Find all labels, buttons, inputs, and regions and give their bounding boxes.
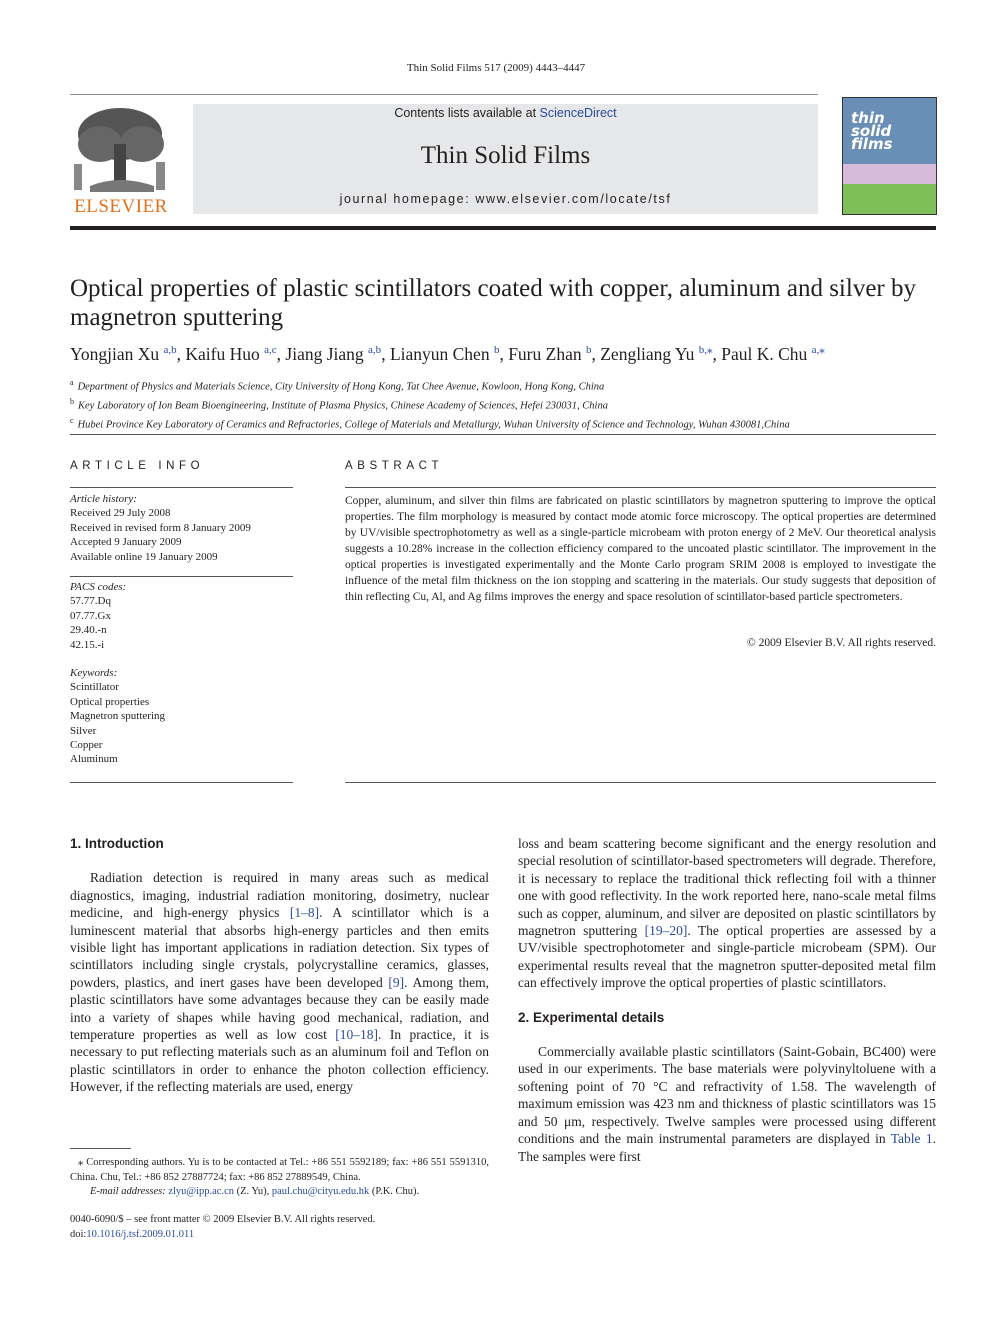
journal-title: Thin Solid Films (420, 142, 591, 169)
affiliation: $^b$ Key Laboratory of Ion Beam Bioengineering, Institute of Plasma Physics, Chinese Academy of Sciences, Hefei 230031, China (70, 397, 608, 412)
affiliations (70, 376, 940, 433)
author: Yongjian Xu $^{a,b}$, (70, 343, 186, 364)
footnote-rule (70, 1148, 131, 1149)
article-info-heading: ARTICLE INFO (70, 460, 205, 472)
body-left-column (70, 835, 489, 1096)
author: Lianyun Chen $^b$, (389, 343, 509, 364)
affiliation: $^c$ Hubei Province Key Laboratory of Ceramics and Refractories, College of Materials and Metallurgy, Wuhan University of Science and Technology, Wuhan 430081,China (70, 416, 790, 431)
cover-title: thin solid films (851, 109, 893, 153)
info-rule (70, 487, 293, 488)
citation-link[interactable]: [19–20] (644, 923, 688, 939)
doi-link[interactable]: 10.1016/j.tsf.2009.01.011 (86, 1228, 195, 1240)
journal-banner (193, 104, 818, 214)
header-thick-rule (70, 226, 936, 230)
citation-link[interactable]: [10–18] (335, 1027, 379, 1043)
author: Furu Zhan $^b$, (508, 343, 601, 364)
info-rule (70, 782, 293, 783)
abstract-heading: ABSTRACT (345, 460, 444, 472)
title-rule (70, 434, 936, 435)
contents-prefix: Contents lists available at (394, 106, 540, 120)
abstract-rule (345, 487, 936, 488)
author: Kaifu Huo $^{a,c}$, (185, 343, 286, 364)
email-link[interactable]: zlyu@ipp.ac.cn (168, 1186, 235, 1197)
citation-link[interactable]: [9] (388, 974, 405, 990)
elsevier-logo (70, 104, 172, 216)
journal-reference: Thin Solid Films 517 (2009) 4443–4447 (406, 62, 586, 74)
article-history: Article history: Received 29 July 2008 Received in revised form 8 January 2009 Accepted 9 January 2009 Available online 19 January 2009 (70, 493, 251, 563)
pacs-codes: PACS codes: 57.77.Dq 07.77.Gx 29.40.-n 42.15.-i (70, 581, 127, 651)
front-matter (70, 1213, 489, 1242)
introduction-paragraph-continued: loss and beam scattering become significant and the energy resolution and special resolution of scintillator-based spectrometers will degrade. Therefore, it is necessary to replace the traditional thick reflecting foil with a thinner one with good reflectivity. In the work reported here, nano-scale metal films such as copper, aluminum, and silver are deposited on plastic scintillators by magnetron sputtering [19–20]. The optical properties are assessed by a UV/visible spectrophotometer and single-particle microbeam (SPM). Our experimental results reveal that the magnetron sputter-deposited metal film can effectively improve the optical properties of plastic scintillators. (518, 836, 936, 991)
abstract-text: Copper, aluminum, and silver thin films are fabricated on plastic scintillators by magnetron sputtering to improve the optical properties. The film morphology is measured by contact mode atomic force microscopy. The optical properties are determined by UV/visible spectrophotometry as well as a single-particle microbeam with proton energy of 2 MeV. Our theoretical analysis suggests a 10.28% increase in the collection efficiency compared to the uncoated plastic scintillator. The improvement in the optical properties is investigated experimentally and the Monte Carlo program SRIM 2008 is employed to investigate the influence of the metal film thickness on the ion stopping and scattering in the materials. Our study suggests that deposition of thin reflecting Cu, Al, and Ag films improves the energy and space resolution of scintillator-based particle spectrometers. (345, 495, 936, 603)
table-link[interactable]: Table 1 (890, 1131, 933, 1147)
journal-homepage[interactable]: journal homepage: www.elsevier.com/locate/tsf (339, 192, 672, 206)
article-title: Optical properties of plastic scintillators coated with copper, aluminum and silver by magnetron sputtering (70, 275, 916, 331)
affiliation: $^a$ Department of Physics and Materials Science, City University of Hong Kong, Tat Chee Avenue, Kowloon, Hong Kong, China (70, 378, 605, 393)
keywords: Keywords: Scintillator Optical properties Magnetron sputtering Silver Copper Aluminum (70, 667, 166, 766)
issn-line: 0040-6090/$ – see front matter © 2009 Elsevier B.V. All rights reserved. (70, 1214, 376, 1225)
experimental-heading: 2. Experimental details (518, 1009, 665, 1025)
doi-line: doi:10.1016/j.tsf.2009.01.011 (70, 1228, 195, 1240)
citation-link[interactable]: [1–8] (289, 905, 320, 921)
body-right-column (518, 835, 936, 1165)
experimental-paragraph: Commercially available plastic scintillators (Saint-Gobain, BC400) were used in our experiments. The base materials were polyvinyltoluene with a softening point of 70 °C and refractivity of 1.58. The wavelength of maximum emission was 423 nm and thickness of plastic scintillators was 15 and 50 μm, respectively. Twelve samples were processed using different conditions and the main instrumental parameters are displayed in Table 1. The samples were first (518, 1044, 936, 1164)
info-rule (70, 576, 293, 577)
introduction-heading: 1. Introduction (70, 836, 164, 851)
author: Jiang Jiang $^{a,b}$, (285, 343, 390, 364)
header-rule (70, 94, 818, 95)
abstract-copyright: © 2009 Elsevier B.V. All rights reserved. (747, 637, 936, 649)
email-link[interactable]: paul.chu@cityu.edu.hk (271, 1186, 370, 1197)
sciencedirect-link[interactable]: ScienceDirect (539, 106, 617, 120)
introduction-paragraph: Radiation detection is required in many areas such as medical diagnostics, imaging, industrial radiation monitoring, dosimetry, nuclear medicine, and high-energy physics [1–8]. A scintillator which is a luminescent material that absorbs high-energy particles and then emits visible light has important applications in radiation detection. Six types of scintillators including single crystals, polycrystalline ceramics, glasses, powders, plastics, and inert gases have been developed [9]. Among them, plastic scintillators have some advantages because they can be easily made into a variety of shapes while having good mechanical, radiation, and temperature properties as well as low cost [10–18]. In practice, it is necessary to put reflecting materials such as an aluminum foil and Teflon on plastic scintillators in order to enhance the photon collection efficiency. However, if the reflecting materials are used, energy (70, 870, 490, 1095)
author: Zengliang Yu $^{b,⁎}$, (600, 343, 722, 364)
author: Paul K. Chu $^{a,⁎}$ (721, 343, 825, 364)
contents-line (193, 106, 818, 120)
abstract-rule (345, 782, 936, 783)
author-list (70, 343, 940, 365)
corresponding-footnote: ⁎ Corresponding authors. Yu is to be contacted at Tel.: +86 551 5592189; fax: +86 551 5591310, China. Chu, Tel.: +86 852 27887724; fax: +86 852 27889549, China. E-mail addresses: zlyu@ipp.ac.cn (Z. Yu), paul.chu@cityu.edu.hk (P.K. Chu). (70, 1157, 490, 1197)
elsevier-wordmark: ELSEVIER (74, 196, 168, 217)
journal-cover (842, 97, 937, 215)
